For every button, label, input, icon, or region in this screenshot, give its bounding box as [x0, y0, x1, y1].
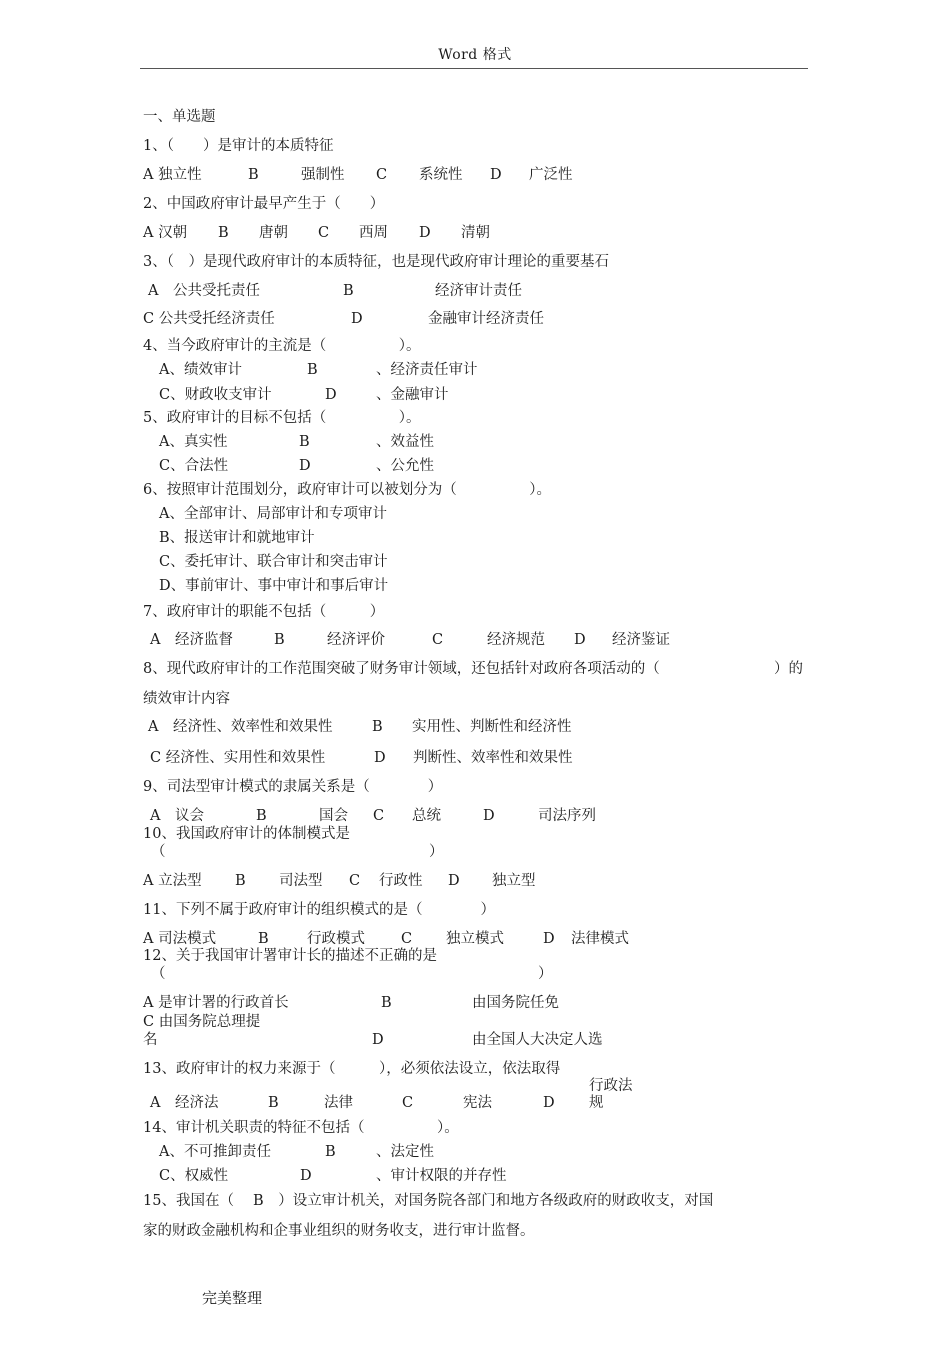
q2-opts-text: A 汉朝 — [143, 225, 188, 241]
q10-blank-text: ） — [429, 844, 444, 860]
q5-opt-cd-text: D — [299, 458, 311, 474]
q9-opts-text: C — [373, 808, 385, 824]
q13-opts-text: B — [268, 1095, 279, 1111]
q3-opt-ab-text: A 公共受托责任 — [148, 283, 260, 299]
q10-blank-text: （ — [151, 844, 166, 860]
q8-opt-cd-text: 判断性、效率性和效果性 — [413, 750, 573, 766]
q11-opts-text: 独立模式 — [446, 931, 504, 947]
q2-opts-text: 唐朝 — [259, 225, 288, 241]
q2-opts-text: C — [318, 225, 330, 241]
q8-cont-text: 绩效审计内容 — [143, 691, 230, 707]
q11-opts-text: C — [401, 931, 413, 947]
q10-text: 10、我国政府审计的体制模式是 — [143, 826, 350, 842]
q14-opt-ab-text: A、不可推卸责任 — [159, 1144, 271, 1160]
q9-opts-text: D — [483, 808, 495, 824]
q13-opts-text: C — [402, 1095, 414, 1111]
q7-opts-text: D — [574, 632, 586, 648]
q1-opts-text: D — [490, 167, 502, 183]
q13-opts-text: 法律 — [324, 1095, 353, 1111]
q6-opt-c-text: C、委托审计、联合审计和突击审计 — [159, 554, 388, 570]
q10-opts-text: D — [448, 873, 460, 889]
q11-text: 11、下列不属于政府审计的组织模式的是（ ） — [143, 902, 495, 918]
q2-text: 2、中国政府审计最早产生于（ ） — [143, 196, 385, 212]
q1-opts-text: 强制性 — [301, 167, 345, 183]
q5-opt-ab-text: 、效益性 — [376, 434, 434, 450]
q7-opts-text: B — [274, 632, 285, 648]
q10-opts-text: C — [349, 873, 361, 889]
q14-text: 14、审计机关职责的特征不包括（ ）。 — [143, 1120, 459, 1136]
q2-opts-text: D — [419, 225, 431, 241]
q12-blank-text: ） — [538, 966, 553, 982]
q4-opt-cd-text: D — [325, 387, 337, 403]
q12-opt-ab-text: B — [381, 995, 392, 1011]
q7-opts-text: A 经济监督 — [150, 632, 233, 648]
q10-opts-text: 司法型 — [279, 873, 323, 889]
q8-opt-cd-text: C 经济性、实用性和效果性 — [150, 750, 326, 766]
q5-opt-cd-text: C、合法性 — [159, 458, 229, 474]
section-title: 一、单选题 — [143, 109, 216, 125]
q8-text: ）的 — [774, 661, 803, 677]
q9-opts-text: A 议会 — [150, 808, 204, 824]
q12-opt-c1-text: C 由国务院总理提 — [143, 1014, 261, 1030]
q4-opt-cd-text: 、金融审计 — [376, 387, 449, 403]
page-footer: 完美整理 — [202, 1289, 263, 1307]
q6-text: 6、按照审计范围划分，政府审计可以被划分为（ ）。 — [143, 482, 551, 498]
q3-opt-cd-text: D — [351, 311, 363, 327]
q11-opts-text: 法律模式 — [571, 931, 629, 947]
q14-opt-cd-text: D — [300, 1168, 312, 1184]
q7-opts-text: C — [432, 632, 444, 648]
q14-opt-ab-text: B — [325, 1144, 336, 1160]
q5-opt-ab-text: A、真实性 — [159, 434, 228, 450]
q9-opts-text: 司法序列 — [538, 808, 596, 824]
header-rule — [140, 68, 808, 69]
q8-opt-ab-text: B — [372, 719, 383, 735]
q15-text: 15、我国在（ B ）设立审计机关，对国务院各部门和地方各级政府的财政收支，对国 — [143, 1193, 714, 1209]
q7-opts-text: 经济评价 — [327, 632, 385, 648]
q4-opt-cd-text: C、财政收支审计 — [159, 387, 272, 403]
q5-text: 5、政府审计的目标不包括（ ）。 — [143, 410, 421, 426]
q7-opts-text: 经济规范 — [487, 632, 545, 648]
q8-opt-cd-text: D — [374, 750, 386, 766]
q9-opts-text: B — [256, 808, 267, 824]
q8-opt-ab-text: A 经济性、效率性和效果性 — [148, 719, 333, 735]
q10-opts-text: 独立型 — [492, 873, 536, 889]
q3-opt-cd-text: 金融审计经济责任 — [428, 311, 544, 327]
q7-text: 7、政府审计的职能不包括（ ） — [143, 604, 385, 620]
q14-opt-ab-text: 、法定性 — [376, 1144, 434, 1160]
q11-opts-text: B — [258, 931, 269, 947]
q1-opts-text: B — [248, 167, 259, 183]
q11-opts-text: A 司法模式 — [143, 931, 217, 947]
q4-opt-ab-text: 、经济责任审计 — [376, 362, 478, 378]
q12-opt-ab-text: A 是审计署的行政首长 — [143, 995, 289, 1011]
q6-opt-a-text: A、全部审计、局部审计和专项审计 — [159, 506, 387, 522]
q3-text: 3、（ ）是现代政府审计的本质特征，也是现代政府审计理论的重要基石 — [143, 254, 609, 270]
q3-opt-cd-text: C 公共受托经济责任 — [143, 311, 275, 327]
q1-opts-text: C — [376, 167, 388, 183]
q6-opt-b-text: B、报送审计和就地审计 — [159, 530, 315, 546]
q2-opts-text: 西周 — [359, 225, 388, 241]
q12-blank-text: （ — [151, 966, 166, 982]
q9-opts-text: 国会 — [319, 808, 348, 824]
q5-opt-ab-text: B — [299, 434, 310, 450]
q12-opt-c2-text: 由全国人大决定人选 — [472, 1032, 603, 1048]
q8-opt-ab-text: 实用性、判断性和经济性 — [412, 719, 572, 735]
q3-opt-ab-text: 经济审计责任 — [435, 283, 522, 299]
q6-opt-d-text: D、事前审计、事中审计和事后审计 — [159, 578, 389, 594]
q9-opts-text: 总统 — [412, 808, 441, 824]
q15-cont-text: 家的财政金融机构和企事业组织的财务收支，进行审计监督。 — [143, 1223, 535, 1239]
q7-opts-text: 经济鉴证 — [612, 632, 670, 648]
q13-opts-text: A 经济法 — [150, 1095, 219, 1111]
q4-opt-ab-text: A、绩效审计 — [159, 362, 242, 378]
q4-opt-ab-text: B — [307, 362, 318, 378]
page-header: Word 格式 — [438, 47, 512, 63]
q14-opt-cd-text: 、审计权限的并存性 — [376, 1168, 507, 1184]
q2-opts-text: 清朝 — [461, 225, 490, 241]
q12-opt-c2-text: 名 — [143, 1032, 158, 1048]
q8-text: 8、现代政府审计的工作范围突破了财务审计领域，还包括针对政府各项活动的（ — [143, 661, 660, 677]
q10-opts-text: 行政性 — [379, 873, 423, 889]
q1-opts-text: 系统性 — [419, 167, 463, 183]
q1-opts-text: A 独立性 — [143, 167, 202, 183]
q12-opt-ab-text: 由国务院任免 — [472, 995, 559, 1011]
q13-text: 13、政府审计的权力来源于（ ），必须依法设立，依法取得 — [143, 1061, 561, 1077]
q10-opts-text: B — [235, 873, 246, 889]
q1-opts-text: 广泛性 — [529, 167, 573, 183]
q13-opts-text: 规 — [589, 1095, 604, 1111]
q4-text: 4、当今政府审计的主流是（ ）。 — [143, 338, 421, 354]
q2-opts-text: B — [218, 225, 229, 241]
q10-opts-text: A 立法型 — [143, 873, 202, 889]
q11-opts-text: D — [543, 931, 555, 947]
q5-opt-cd-text: 、公允性 — [376, 458, 434, 474]
q12-opt-c2-text: D — [372, 1032, 384, 1048]
q13-opts-text: D — [543, 1095, 555, 1111]
q13-opt-d1-text: 行政法 — [589, 1078, 633, 1094]
q14-opt-cd-text: C、权威性 — [159, 1168, 229, 1184]
q1-text: 1、（ ）是审计的本质特征 — [143, 138, 334, 154]
q13-opts-text: 宪法 — [463, 1095, 492, 1111]
q12-text: 12、关于我国审计署审计长的描述不正确的是 — [143, 948, 437, 964]
q11-opts-text: 行政模式 — [307, 931, 365, 947]
q9-text: 9、司法型审计模式的隶属关系是（ ） — [143, 779, 443, 795]
q3-opt-ab-text: B — [343, 283, 354, 299]
